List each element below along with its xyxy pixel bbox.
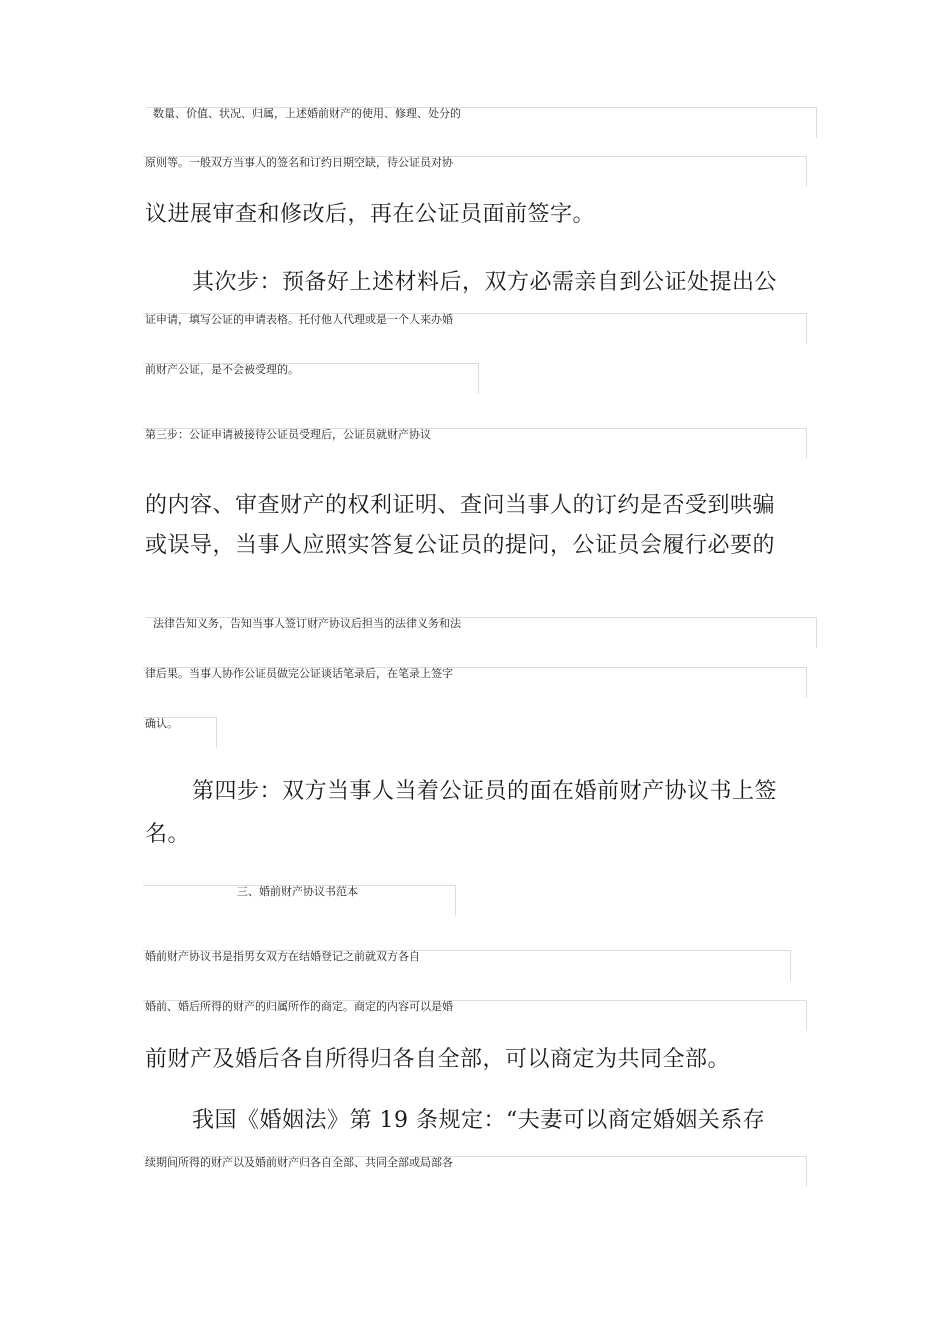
- text-line: 婚前、婚后所得的财产的归属所作的商定。商定的内容可以是婚: [145, 1001, 453, 1013]
- text-line: 名。: [145, 822, 191, 847]
- section-heading: 三、婚前财产协议书范本: [237, 886, 358, 898]
- text-line: 婚前财产协议书是指男女双方在结婚登记之前就双方各自: [145, 951, 420, 963]
- text-line: 或误导，当事人应照实答复公证员的提问，公证员会履行必要的: [145, 533, 776, 558]
- text-line: 前财产公证，是不会被受理的。: [145, 364, 299, 376]
- text-line: 前财产及婚后各自所得归各自全部，可以商定为共同全部。: [145, 1047, 731, 1072]
- text-line: 议进展审查和修改后，再在公证员面前签字。: [145, 202, 596, 227]
- text-line: 第四步：双方当事人当着公证员的面在婚前财产协议书上签: [192, 779, 778, 804]
- text-line: 我国《婚姻法》第 19 条规定：“夫妻可以商定婚姻关系存: [192, 1108, 766, 1133]
- text-line: 其次步：预备好上述材料后，双方必需亲自到公证处提出公: [192, 270, 778, 295]
- text-line: 确认。: [145, 718, 178, 730]
- text-line: 续期间所得的财产以及婚前财产归各自全部、共同全部或局部各: [145, 1157, 453, 1169]
- text-line: 原则等。一般双方当事人的签名和订约日期空缺，待公证员对协: [145, 157, 453, 169]
- text-line: 证申请，填写公证的申请表格。托付他人代理或是一个人来办婚: [145, 314, 453, 326]
- text-line: 律后果。当事人协作公证员做完公证谈话笔录后，在笔录上签字: [145, 668, 453, 680]
- text-line: 法律告知义务，告知当事人签订财产协议后担当的法律义务和法: [153, 618, 461, 630]
- text-line: 第三步：公证申请被接待公证员受理后，公证员就财产协议: [145, 429, 431, 441]
- text-line: 的内容、审查财产的权利证明、查问当事人的订约是否受到哄骗: [145, 493, 776, 518]
- text-line: 数量、价值、状况、归属，上述婚前财产的使用、修理、处分的: [153, 108, 461, 120]
